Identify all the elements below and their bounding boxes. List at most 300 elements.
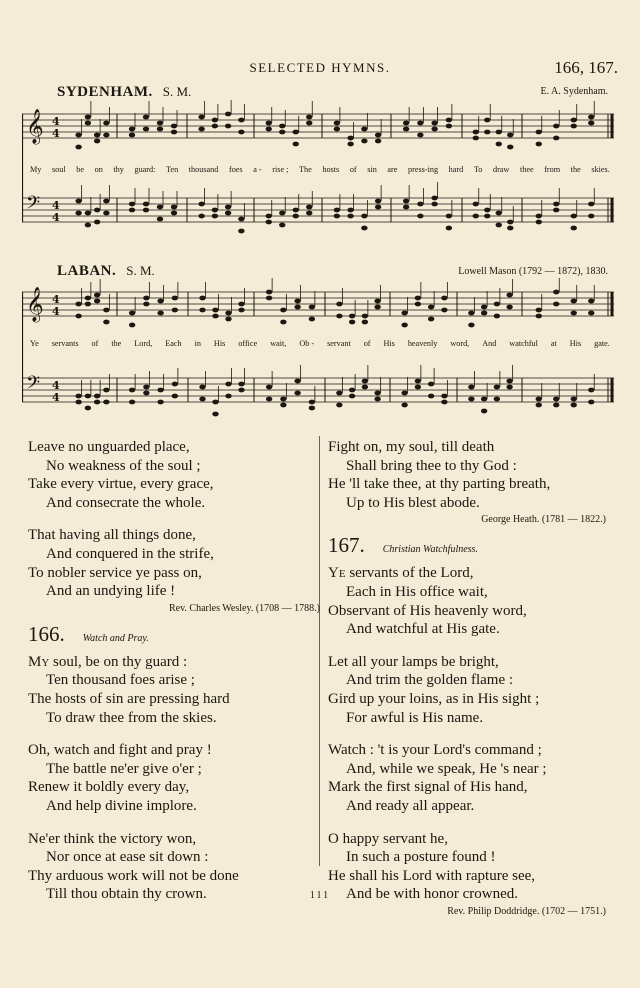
note-head: [294, 379, 300, 384]
lyric-syllable: from: [544, 165, 561, 174]
note-head: [334, 127, 340, 132]
tune-name: LABAN.: [57, 263, 117, 279]
verse-line: For awful is His name.: [346, 709, 484, 726]
verse-line: And watchful at His gate.: [346, 621, 500, 638]
verse-line: Till thou obtain thy crown.: [46, 886, 207, 903]
stanza: [328, 741, 620, 815]
lyric-syllable: Ob -: [299, 339, 315, 348]
note-head: [362, 320, 368, 325]
note-head: [266, 296, 272, 301]
note-head: [588, 202, 594, 207]
verse-line: Fight on, my soul, till death: [328, 439, 495, 455]
lyric-syllable: in: [194, 339, 201, 348]
note-head: [85, 296, 91, 301]
page-header-title: SELECTED HYMNS.: [249, 60, 391, 75]
stanza: [28, 526, 320, 600]
note-head: [129, 133, 135, 138]
note-head: [143, 296, 149, 301]
time-signature: 4: [52, 391, 60, 404]
note-head: [484, 214, 490, 219]
lyric-syllable: To: [473, 165, 483, 174]
line-rest: servants of the Lord,: [345, 565, 474, 582]
note-head: [293, 142, 299, 147]
note-head: [75, 400, 81, 405]
note-head: [85, 223, 91, 228]
note-head: [362, 314, 368, 319]
initial-word: My: [28, 653, 50, 670]
note-head: [361, 214, 367, 219]
note-head: [238, 229, 244, 234]
sydenham-score: [22, 100, 614, 250]
verse-line: Watch : 't is your Lord's command ;: [328, 742, 542, 759]
lyric-syllable: heavenly: [407, 339, 438, 348]
note-head: [75, 133, 81, 138]
note-head: [553, 124, 559, 129]
note-head: [212, 118, 218, 123]
note-head: [225, 211, 231, 216]
note-head: [129, 208, 135, 213]
lyric-syllable: His: [213, 339, 226, 348]
verse-line: And, while we speak, He 's near ;: [346, 760, 547, 777]
note-head: [94, 394, 100, 399]
note-head: [157, 311, 163, 316]
note-head: [334, 214, 340, 219]
stanza: [328, 438, 620, 512]
note-head: [571, 403, 577, 408]
verse-line: Ne'er think the victory won,: [28, 830, 197, 847]
note-head: [336, 302, 342, 307]
note-head: [494, 302, 500, 307]
note-head: [85, 211, 91, 216]
note-head: [361, 139, 367, 144]
note-head: [536, 220, 542, 225]
note-head: [481, 311, 487, 316]
note-head: [417, 202, 423, 207]
note-head: [571, 397, 577, 402]
note-head: [103, 400, 109, 405]
lyric-syllable: guard:: [134, 165, 156, 174]
note-head: [347, 136, 353, 141]
note-head: [75, 211, 81, 216]
lyric-syllable: His: [383, 339, 395, 348]
note-head: [225, 205, 231, 210]
note-head: [129, 323, 135, 328]
note-head: [446, 226, 452, 231]
tune-name: SYDENHAM.: [57, 84, 153, 100]
note-head: [494, 385, 500, 390]
note-head: [143, 302, 149, 307]
note-head: [507, 226, 513, 231]
stanza: [28, 653, 320, 727]
lyric-syllable: of: [363, 339, 371, 348]
lyric-syllable: draw: [492, 165, 510, 174]
note-head: [85, 302, 91, 307]
note-head: [334, 208, 340, 213]
note-head: [571, 311, 577, 316]
note-head: [212, 314, 218, 319]
note-head: [280, 320, 286, 325]
tune-composer: Lowell Mason (1792 — 1872), 1830.: [458, 266, 608, 277]
note-head: [507, 145, 513, 150]
lyric-syllable: gate.: [594, 339, 610, 348]
lyric-syllable: servants: [51, 339, 79, 348]
note-head: [415, 302, 421, 307]
note-head: [225, 382, 231, 387]
lyric-syllable: be: [76, 165, 84, 174]
note-head: [361, 127, 367, 132]
note-head: [212, 124, 218, 129]
note-head: [157, 400, 163, 405]
note-head: [571, 118, 577, 123]
note-head: [129, 311, 135, 316]
lyric-syllable: the: [111, 339, 122, 348]
note-head: [172, 308, 178, 313]
note-head: [415, 379, 421, 384]
lyric-syllable: And: [482, 339, 497, 348]
note-head: [94, 400, 100, 405]
verse-line: [328, 564, 620, 583]
note-head: [266, 290, 272, 295]
author-attribution: Rev. Philip Doddridge. (1702 — 1751.): [447, 905, 606, 917]
lyric-syllable: watchful: [509, 339, 538, 348]
note-head: [362, 379, 368, 384]
note-head: [571, 214, 577, 219]
note-head: [347, 208, 353, 213]
hymn-166-heading: [28, 622, 320, 647]
lyric-syllable: soul: [51, 165, 66, 174]
note-head: [428, 317, 434, 322]
note-head: [129, 127, 135, 132]
stanza: [328, 564, 620, 638]
note-head: [349, 388, 355, 393]
hymn-title: Christian Watchfulness.: [382, 544, 478, 556]
verse-line: He 'll take thee, at thy parting breath,: [328, 476, 551, 493]
note-head: [347, 142, 353, 147]
note-head: [441, 394, 447, 399]
note-head: [553, 403, 559, 408]
author-attribution: George Heath. (1781 — 1822.): [481, 514, 606, 526]
note-head: [103, 211, 109, 216]
note-head: [306, 115, 312, 120]
note-head: [507, 220, 513, 225]
note-head: [75, 145, 81, 150]
note-head: [446, 214, 452, 219]
lyric-syllable: sin: [367, 165, 377, 174]
note-head: [103, 133, 109, 138]
right-text-column: [328, 438, 620, 925]
note-head: [225, 311, 231, 316]
note-head: [294, 305, 300, 310]
note-head: [199, 397, 205, 402]
note-head: [94, 299, 100, 304]
note-head: [536, 314, 542, 319]
verse-line: And ready all appear.: [346, 797, 475, 814]
note-head: [199, 308, 205, 313]
tune-meter: S. M.: [162, 84, 192, 99]
lyric-syllable: press-ing: [408, 165, 439, 174]
note-head: [401, 323, 407, 328]
lyric-syllable: office: [238, 339, 258, 348]
note-head: [85, 394, 91, 399]
verse-line: And help divine implore.: [46, 797, 197, 814]
lyric-syllable: thousand: [188, 165, 219, 174]
initial-word: Ye: [328, 565, 346, 582]
laban-lyrics: [30, 339, 610, 348]
note-head: [553, 302, 559, 307]
note-head: [143, 385, 149, 390]
lyric-syllable: on: [94, 165, 103, 174]
note-head: [494, 397, 500, 402]
note-head: [506, 385, 512, 390]
note-head: [481, 305, 487, 310]
note-head: [157, 127, 163, 132]
note-head: [238, 388, 244, 393]
note-head: [468, 311, 474, 316]
lyric-syllable: Lord,: [134, 339, 153, 348]
note-head: [347, 214, 353, 219]
note-head: [536, 308, 542, 313]
note-head: [157, 388, 163, 393]
verse-line: [28, 653, 320, 672]
verse-line: And an undying life !: [46, 583, 176, 600]
verse-line: Ten thousand foes arise ;: [46, 672, 195, 689]
note-head: [143, 208, 149, 213]
note-head: [446, 118, 452, 123]
note-head: [336, 391, 342, 396]
note-head: [225, 394, 231, 399]
verse-line: No weakness of the soul ;: [46, 457, 201, 474]
author-attribution: Rev. Charles Wesley. (1708 — 1788.): [168, 602, 320, 614]
note-head: [536, 214, 542, 219]
lyric-syllable: at: [550, 339, 557, 348]
verse-line: Mark the first signal of His hand,: [328, 779, 528, 796]
note-head: [279, 211, 285, 216]
note-head: [431, 121, 437, 126]
note-head: [401, 403, 407, 408]
note-head: [375, 133, 381, 138]
note-head: [431, 196, 437, 201]
note-head: [225, 317, 231, 322]
note-head: [129, 400, 135, 405]
note-head: [588, 400, 594, 405]
note-head: [171, 130, 177, 135]
note-head: [468, 397, 474, 402]
note-head: [143, 202, 149, 207]
note-head: [238, 302, 244, 307]
verse-line: And consecrate the whole.: [46, 494, 206, 511]
note-head: [212, 412, 218, 417]
page-folio: 111: [309, 890, 331, 901]
note-head: [306, 121, 312, 126]
note-head: [309, 305, 315, 310]
note-head: [225, 112, 231, 117]
note-head: [143, 127, 149, 132]
note-head: [496, 211, 502, 216]
note-head: [157, 217, 163, 222]
lyric-syllable: word,: [450, 339, 470, 348]
note-head: [225, 124, 231, 129]
note-head: [446, 124, 452, 129]
note-head: [441, 308, 447, 313]
note-head: [129, 202, 135, 207]
note-head: [374, 299, 380, 304]
note-head: [306, 205, 312, 210]
note-head: [536, 142, 542, 147]
lyric-syllable: Ten: [166, 165, 179, 174]
note-head: [336, 314, 342, 319]
note-head: [293, 208, 299, 213]
note-head: [198, 115, 204, 120]
note-head: [279, 223, 285, 228]
left-text-column: [28, 438, 320, 918]
verse-line: He shall his Lord with rapture see,: [328, 867, 536, 884]
note-head: [85, 406, 91, 411]
hymn-title: Watch and Pray.: [82, 632, 149, 644]
note-head: [85, 121, 91, 126]
lyric-syllable: a -: [253, 165, 262, 174]
note-head: [334, 121, 340, 126]
lyric-syllable: His: [569, 339, 582, 348]
note-head: [280, 403, 286, 408]
note-head: [484, 118, 490, 123]
note-head: [94, 293, 100, 298]
note-head: [428, 382, 434, 387]
verse-line: Shall bring thee to thy God :: [346, 457, 517, 474]
lyric-syllable: are: [387, 165, 398, 174]
verse-line: Nor once at ease sit down :: [46, 849, 209, 866]
note-head: [171, 124, 177, 129]
time-signature: 4: [52, 115, 60, 128]
note-head: [266, 121, 272, 126]
note-head: [468, 385, 474, 390]
verse-line: Thy arduous work will not be done: [28, 867, 239, 884]
verse-line: O happy servant he,: [328, 830, 448, 847]
note-head: [75, 314, 81, 319]
verse-line: That having all things done,: [28, 527, 196, 544]
music-system-sydenham: [22, 100, 614, 250]
note-head: [536, 397, 542, 402]
lyric-syllable: hosts: [322, 165, 340, 174]
note-head: [374, 397, 380, 402]
verse-line: Take every virtue, every grace,: [28, 476, 214, 493]
note-head: [588, 115, 594, 120]
note-head: [468, 323, 474, 328]
note-head: [171, 211, 177, 216]
note-head: [94, 139, 100, 144]
note-head: [103, 388, 109, 393]
note-head: [294, 299, 300, 304]
note-head: [238, 130, 244, 135]
note-head: [75, 199, 81, 204]
note-head: [494, 314, 500, 319]
note-head: [473, 136, 479, 141]
note-head: [199, 385, 205, 390]
verse-line: To draw thee from the skies.: [46, 709, 217, 726]
note-head: [171, 205, 177, 210]
note-head: [172, 382, 178, 387]
treble-clef-icon: 𝄞: [26, 287, 44, 322]
note-head: [280, 397, 286, 402]
note-head: [75, 394, 81, 399]
verse-line: Up to His blest abode.: [346, 494, 480, 511]
note-head: [506, 305, 512, 310]
note-head: [266, 220, 272, 225]
note-head: [266, 397, 272, 402]
note-head: [198, 127, 204, 132]
verse-line: Gird up your loins, as in His sight ;: [328, 690, 540, 707]
note-head: [571, 226, 577, 231]
note-head: [481, 409, 487, 414]
note-head: [473, 130, 479, 135]
music-system-laban: [22, 278, 614, 418]
note-head: [553, 290, 559, 295]
note-head: [428, 305, 434, 310]
lyric-syllable: of: [349, 165, 357, 174]
lyric-syllable: servant: [327, 339, 351, 348]
note-head: [496, 130, 502, 135]
lyric-syllable: hard: [448, 165, 464, 174]
hymn-number: 167.: [328, 533, 365, 558]
note-head: [428, 394, 434, 399]
stanza: [28, 741, 320, 815]
stanza: [328, 653, 620, 727]
note-head: [588, 121, 594, 126]
note-head: [279, 130, 285, 135]
verse-line: Let all your lamps be bright,: [328, 653, 499, 670]
note-head: [403, 199, 409, 204]
note-head: [266, 214, 272, 219]
line-rest: soul, be on thy guard :: [49, 653, 188, 670]
note-head: [103, 320, 109, 325]
note-head: [588, 311, 594, 316]
note-head: [157, 121, 163, 126]
note-head: [571, 124, 577, 129]
verse-line: Oh, watch and fight and pray !: [28, 742, 212, 759]
time-signature: 4: [52, 211, 60, 224]
note-head: [415, 385, 421, 390]
time-signature: 4: [52, 305, 60, 318]
laban-score: [22, 278, 614, 418]
note-head: [571, 299, 577, 304]
verse-line: To nobler service ye pass on,: [28, 564, 202, 581]
note-head: [496, 142, 502, 147]
lyric-syllable: rise ;: [272, 165, 289, 174]
note-head: [349, 314, 355, 319]
verse-line: In such a posture found !: [346, 849, 496, 866]
verse-line: The battle ne'er give o'er ;: [46, 760, 202, 777]
page-numbers: 166, 167.: [554, 58, 618, 77]
verse-line: And be with honor crowned.: [346, 886, 519, 903]
verse-line: And conquered in the strife,: [46, 545, 214, 562]
verse-line: Observant of His heavenly word,: [328, 602, 527, 619]
note-head: [431, 202, 437, 207]
note-head: [103, 308, 109, 313]
note-head: [157, 205, 163, 210]
note-head: [336, 403, 342, 408]
note-head: [293, 214, 299, 219]
time-signature: 4: [52, 127, 60, 140]
lyric-syllable: of: [91, 339, 99, 348]
note-head: [588, 299, 594, 304]
note-head: [415, 296, 421, 301]
note-head: [309, 317, 315, 322]
note-head: [85, 115, 91, 120]
note-head: [238, 217, 244, 222]
note-head: [212, 400, 218, 405]
note-head: [212, 208, 218, 213]
note-head: [484, 130, 490, 135]
note-head: [588, 214, 594, 219]
